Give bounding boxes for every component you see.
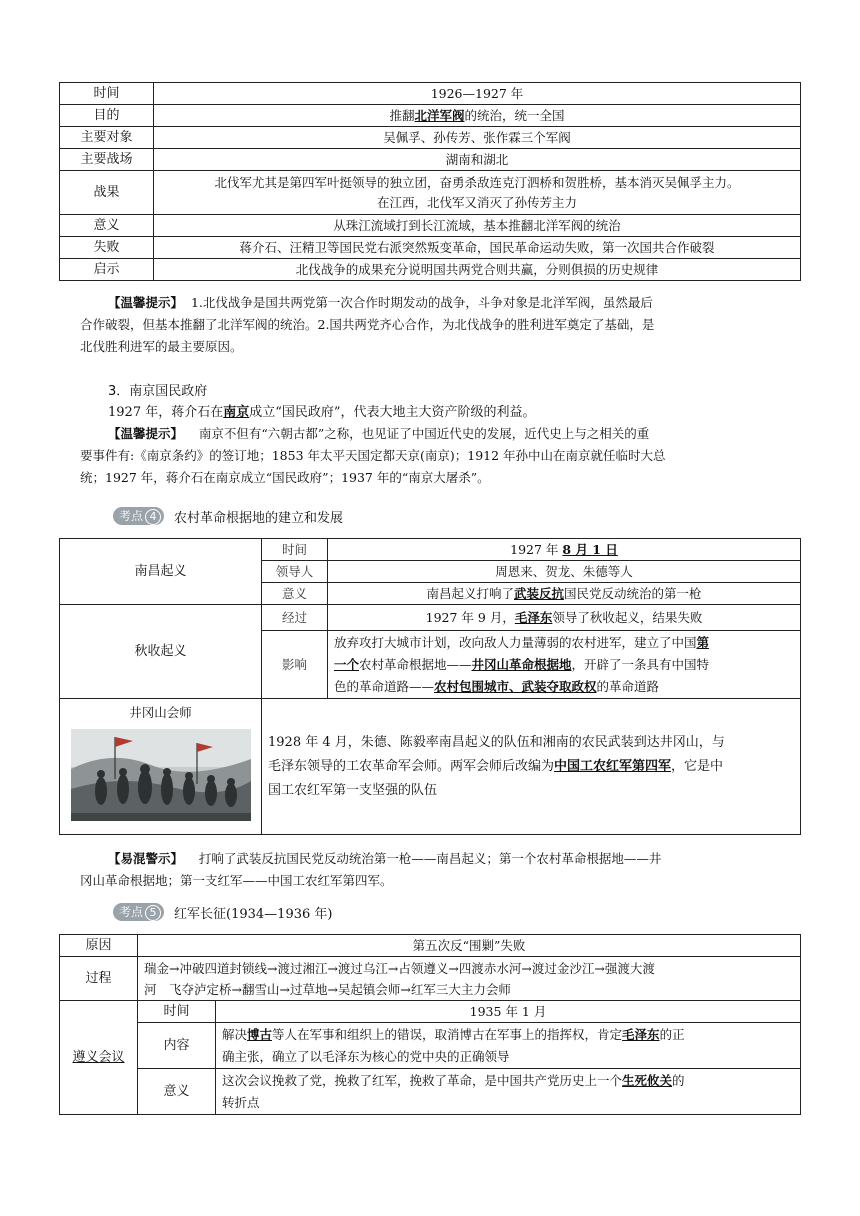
tip-label: 【易混警示】 [108, 851, 184, 866]
row-header: 失败 [60, 237, 154, 259]
row-header: 时间 [60, 83, 154, 105]
autumn-impact: 放弃攻打大城市计划，改向敌人力量薄弱的农村进军，建立了中国第 一个农村革命根据地——井冈山革命根据地，开辟了一条具有中国特 色的革命道路——农村包围城市、武装夺取政权的革命道路 [328, 631, 801, 699]
underlined-key-term: 武装反抗 [513, 585, 564, 601]
kaodian-title: 农村革命根据地的建立和发展 [174, 510, 344, 526]
row-value: 湖南和湖北 [154, 149, 801, 171]
underlined-key-term: 毛泽东 [514, 609, 553, 625]
zunyi-meaning: 这次会议挽救了党，挽救了红军，挽救了革命，是中国共产党历史上一个生死攸关的 转折点 [216, 1069, 801, 1115]
row-header: 战果 [60, 171, 154, 215]
row-header: 启示 [60, 259, 154, 281]
autumn-harvest-cell: 秋收起义 [60, 605, 262, 699]
nanchang-meaning: 南昌起义打响了武装反抗国民党反动统治的第一枪 [328, 583, 801, 605]
section-heading: 3．南京国民政府 [108, 384, 208, 399]
underlined-key-term: 中国工农红军第四军 [554, 758, 672, 774]
kaodian-badge: 考点 4 [113, 507, 164, 525]
underlined-key-term: 8 月 1 日 [562, 541, 618, 557]
zunyi-time: 1935 年 1 月 [216, 1001, 801, 1023]
sub-header: 时间 [262, 539, 328, 561]
nanchang-time: 1927 年 8 月 1 日 [328, 539, 801, 561]
kaodian-4-header [113, 507, 343, 525]
jinggangshan-title: 井冈山会师 [129, 705, 192, 720]
long-march-cause: 第五次反“围剿”失败 [138, 935, 801, 957]
long-march-process: 瑞金→冲破四道封锁线→渡过湘江→渡过乌江→占领遵义→四渡赤水河→渡过金沙江→强渡大渡 河 飞夺泸定桥→翻雪山→过草地→吴起镇会师→红军三大主力会师 [138, 957, 801, 1001]
nanjing-government-section: 3．南京国民政府 1927 年，蒋介石在南京成立“国民政府”，代表大地主大资产阶级的利益。 【温馨提示】 南京不但有“六朝古都”之称，也见证了中国近代史的发展，近代史上与之相关的重 要事件有:《南京条约》的签订地；1853 年太平天国定都天京(南京)；1912 年孙中山在南京就任临时大总 统；1927 年，蒋介石在南京成立“国民政府”；1937 年的“南京大屠杀”。 [80, 381, 810, 489]
tip-label: 【温馨提示】 [108, 426, 184, 441]
sub-header: 影响 [262, 631, 328, 699]
sub-header: 经过 [262, 605, 328, 631]
tip-label: 【温馨提示】 [108, 295, 184, 310]
long-march-table [59, 934, 801, 1115]
underlined-key-term: 南京 [223, 405, 250, 420]
row-header: 目的 [60, 105, 154, 127]
row-value: 吴佩孚、孙传芳、张作霖三个军阀 [154, 127, 801, 149]
sub-header: 时间 [138, 1001, 216, 1023]
warm-tip-1: 【温馨提示】 1.北伐战争是国共两党第一次合作时期发动的战争，斗争对象是北洋军阀，虽然最后 合作破裂，但基本推翻了北洋军阀的统治。2.国共两党齐心合作，为北伐战争的胜利进军奠定了基础，是 北伐胜利进军的最主要原因。 [80, 295, 655, 354]
row-value: 1926—1927 年 [154, 83, 801, 105]
jinggangshan-meeting-painting [71, 729, 251, 821]
section-text: 1927 年，蒋介石在南京成立“国民政府”，代表大地主大资产阶级的利益。 [108, 405, 536, 420]
row-header: 过程 [60, 957, 138, 1001]
row-header: 主要对象 [60, 127, 154, 149]
rural-base-table [59, 538, 801, 835]
confusion-warning: 【易混警示】 打响了武装反抗国民党反动统治第一枪——南昌起义；第一个农村革命根据地——井 冈山革命根据地；第一支红军——中国工农红军第四军。 [80, 851, 662, 888]
underlined-key-term: 北洋军阀 [414, 107, 465, 123]
northern-expedition-table [59, 82, 801, 281]
sub-header: 意义 [138, 1069, 216, 1115]
kaodian-badge: 考点 5 [113, 903, 164, 921]
nanchang-leader: 周恩来、贺龙、朱德等人 [328, 561, 801, 583]
zunyi-conference-cell: 遵义会议 [60, 1001, 138, 1115]
autumn-process: 1927 年 9 月，毛泽东领导了秋收起义，结果失败 [328, 605, 801, 631]
row-value: 从珠江流域打到长江流域，基本推翻北洋军阀的统治 [154, 215, 801, 237]
kaodian-title: 红军长征(1934—1936 年) [174, 906, 333, 922]
kaodian-5-header [113, 903, 332, 921]
jinggangshan-cell [60, 699, 262, 835]
jinggangshan-description: 1928 年 4 月，朱德、陈毅率南昌起义的队伍和湘南的农民武装到达井冈山，与 毛泽东领导的工农革命军会师。两军会师后改编为中国工农红军第四军，它是中 国工农红军第一支坚强的队伍 [262, 699, 801, 835]
sub-header: 意义 [262, 583, 328, 605]
row-value: 推翻北洋军阀的统治，统一全国 [154, 105, 801, 127]
sub-header: 内容 [138, 1023, 216, 1069]
nanchang-uprising-cell: 南昌起义 [60, 539, 262, 605]
row-header: 意义 [60, 215, 154, 237]
zunyi-content: 解决博古等人在军事和组织上的错误，取消博古在军事上的指挥权，肯定毛泽东的正 确主张，确立了以毛泽东为核心的党中央的正确领导 [216, 1023, 801, 1069]
row-header: 主要战场 [60, 149, 154, 171]
row-value: 蒋介石、汪精卫等国民党右派突然叛变革命，国民革命运动失败，第一次国共合作破裂 [154, 237, 801, 259]
row-header: 原因 [60, 935, 138, 957]
sub-header: 领导人 [262, 561, 328, 583]
row-value: 北伐战争的成果充分说明国共两党合则共赢，分则俱损的历史规律 [154, 259, 801, 281]
row-value: 北伐军尤其是第四军叶挺领导的独立团，奋勇杀敌连克汀泗桥和贺胜桥，基本消灭吴佩孚主力。 在江西，北伐军又消灭了孙传芳主力 [154, 171, 801, 215]
